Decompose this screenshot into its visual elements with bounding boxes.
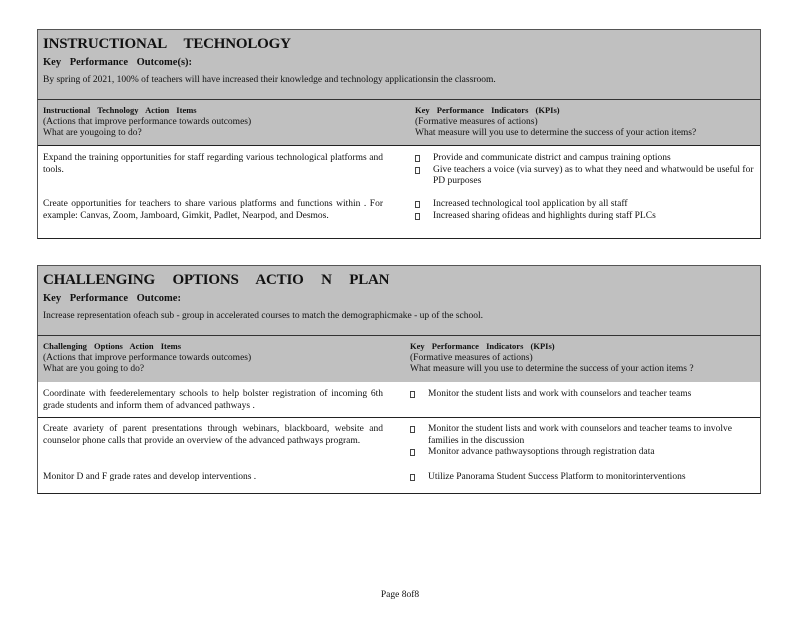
checkbox-icon <box>415 201 420 208</box>
list-item: Monitor advance pathwaysoptions through registration data <box>410 447 755 459</box>
challenging-options-section <box>37 265 761 494</box>
table-row <box>38 193 760 238</box>
key-performance-goal: By spring of 2021, 100% of teachers will have increased their knowledge and technology applicationsin the classroom. <box>43 75 496 85</box>
kpi-list <box>383 199 755 238</box>
key-performance-label: Key Performance Outcome: <box>43 293 181 304</box>
checkbox-icon <box>415 167 420 174</box>
table-row <box>38 145 760 193</box>
kpi-header: Key Performance Indicators (KPIs) (Formative measures of actions) What measure will you use to determine the success of your action items? <box>415 105 697 138</box>
instructional-technology-section <box>37 29 761 239</box>
key-performance-label: Key Performance Outcome(s): <box>43 57 193 68</box>
checkbox-icon <box>410 391 415 398</box>
kpi-list <box>383 389 755 417</box>
key-performance-goal: Increase representation ofeach sub - group in accelerated courses to match the demographicmake - up of the school. <box>43 311 483 321</box>
table-row <box>38 417 760 471</box>
checkbox-icon <box>410 474 415 481</box>
list-item: Monitor the student lists and work with counselors and teacher teams <box>410 389 755 401</box>
section-header <box>37 29 761 99</box>
list-item: Monitor the student lists and work with counselors and teacher teams to involve families in the discussion <box>410 424 755 447</box>
checkbox-icon <box>415 155 420 162</box>
checkbox-icon <box>410 426 415 433</box>
action-item: Create avariety of parent presentations through webinars, blackboard, website and counselor phone calls that provide an overview of the advanced pathways program. <box>43 424 383 446</box>
kpi-list <box>383 424 755 471</box>
action-table <box>37 145 761 239</box>
checkbox-icon <box>410 449 415 456</box>
list-item: Utilize Panorama Student Success Platform to monitorinterventions <box>410 472 755 484</box>
list-item: Increased sharing ofideas and highlights during staff PLCs <box>415 211 755 223</box>
column-header <box>37 335 761 382</box>
section-title: CHALLENGING OPTIONS ACTIO N PLAN <box>43 272 390 288</box>
list-item: Provide and communicate district and campus training options <box>415 153 755 165</box>
table-row <box>38 382 760 417</box>
action-item: Monitor D and F grade rates and develop interventions . <box>43 472 257 482</box>
table-row <box>38 471 760 493</box>
section-header <box>37 265 761 335</box>
list-item: Increased technological tool application by all staff <box>415 199 755 211</box>
action-item: Expand the training opportunities for staff regarding various technological platforms and tools. <box>43 153 383 175</box>
list-item: Give teachers a voice (via survey) as to what they need and whatwould be useful for PD purposes <box>415 165 755 188</box>
action-item: Create opportunities for teachers to share various platforms and functions within . For example: Canvas, Zoom, Jamboard, Gimkit, Padlet, Nearpod, and Desmos. <box>43 199 383 221</box>
action-items-header: Challenging Options Action Items (Actions that improve performance towards outcomes) What are you going to do? <box>43 341 252 374</box>
checkbox-icon <box>415 213 420 220</box>
kpi-list <box>383 472 755 493</box>
column-header <box>37 99 761 145</box>
section-title: INSTRUCTIONAL TECHNOLOGY <box>43 36 291 52</box>
action-items-header: Instructional Technology Action Items (Actions that improve performance towards outcomes) What are yougoing to do? <box>43 105 252 138</box>
kpi-list <box>383 153 755 193</box>
action-table <box>37 382 761 494</box>
kpi-header: Key Performance Indicators (KPIs) (Formative measures of actions) What measure will you use to determine the success of your action items ? <box>410 341 694 374</box>
action-item: Coordinate with feederelementary schools to help bolster registration of incoming 6th grade students and inform them of advanced pathways . <box>43 389 383 411</box>
page-number: Page 8of8 <box>380 590 420 600</box>
